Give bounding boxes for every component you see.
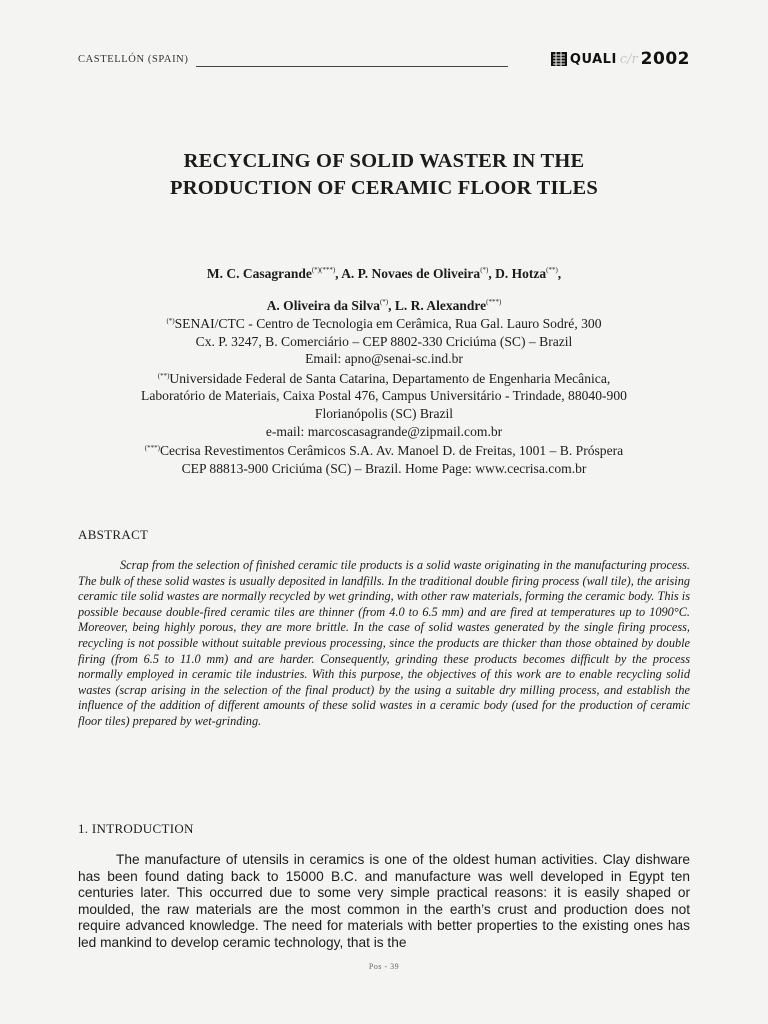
author-affiliation-mark: (*)	[480, 266, 489, 274]
running-header	[78, 50, 690, 70]
author-affiliation-mark: (**)	[546, 266, 558, 274]
affiliation-mark: (***)	[144, 444, 160, 453]
abstract-body: Scrap from the selection of finished ceramic tile products is a solid waste originating in the manufacturing process. The bulk of these solid wastes is usually deposited in landfills. In the traditional double firing process (wall tile), the arising ceramic tile solid wastes are normally recycled by wet grinding, with other raw materials, forming the ceramic body. This is possible because double-fired ceramic tiles are thinner (from 4.0 to 6.5 mm) and are fired at temperatures up to 1090°C. Moreover, being highly porous, they are more brittle. In the case of solid wastes generated by the single firing process, recycling is not possible without suitable previous processing, since the products are thicker than those obtained by double firing (from 6.5 to 11.0 mm) and are harder. Consequently, grinding these products becomes difficult by the process normally employed in ceramic tile industries. With this purpose, the objectives of this work are to enable recycling solid wastes (scrap arising in the selection of the final product) by the using a suitable dry milling process, and establish the influence of the addition of different amounts of these solid wastes in a ceramic body (used for the production of ceramic floor tiles) prepared by wet-grinding.	[78, 558, 690, 728]
logo-mark-icon	[551, 52, 567, 66]
introduction-heading: 1. INTRODUCTION	[78, 821, 194, 836]
author-name: D. Hotza	[495, 266, 547, 281]
abstract-heading: ABSTRACT	[78, 527, 149, 542]
author-name: A. Oliveira da Silva	[266, 298, 380, 313]
affiliation-line: CEP 88813-900 Criciúma (SC) – Brazil. Home Page: www.cecrisa.com.br	[181, 460, 587, 476]
affiliation-line: (***)Cecrisa Revestimentos Cerâmicos S.A. Av. Manoel D. de Freitas, 1001 – B. Próspera	[144, 443, 624, 459]
affiliation-line: Florianópolis (SC) Brazil	[314, 405, 454, 421]
logo-word: QUALI	[569, 51, 617, 67]
author-list	[78, 256, 690, 320]
author-name: L. R. Alexandre	[394, 298, 487, 313]
affiliation-line: Laboratório de Materiais, Caixa Postal 476, Campus Universitário - Trindade, 88040-900	[141, 388, 627, 404]
affiliation-line: (*)SENAI/CTC - Centro de Tecnologia em Cerâmica, Rua Gal. Lauro Sodré, 300	[166, 316, 602, 331]
author-affiliation-mark: (*)	[379, 298, 389, 306]
affiliation-line: Cx. P. 3247, B. Comerciário – CEP 8802-330 Criciúma (SC) – Brazil	[195, 333, 573, 349]
header-rule	[196, 66, 508, 67]
header-location: CASTELLÓN (SPAIN)	[78, 54, 189, 65]
affiliation-email: e-mail: marcoscasagrande@zipmail.com.br	[265, 423, 503, 439]
paper-title	[78, 148, 690, 202]
author-name: A. P. Novaes de Oliveira	[341, 266, 481, 281]
author-line-1: M. C. Casagrande(*)(***), A. P. Novaes de Oliveira(*), D. Hotza(**),	[206, 266, 562, 281]
title-line-2: PRODUCTION OF CERAMIC FLOOR TILES	[169, 177, 599, 199]
page-number: Pos - 39	[368, 962, 400, 971]
author-affiliation-mark: (*)(***)	[311, 266, 336, 274]
qualicer-logo	[551, 50, 690, 68]
logo-year: 2002	[640, 49, 690, 69]
introduction-body: The manufacture of utensils in ceramics is one of the oldest human activities. Clay dishware has been found dating back to 15000 B.C. and manufacture was well developed in Egypt ten centuries later. This occurred due to some very simple practical reasons: it is easily shaped or moulded, the raw materials are the most common in the earth’s crust and production does not require advanced knowledge. The need for materials with better properties to the existing ones has led mankind to develop ceramic technology, that is the	[78, 852, 690, 950]
logo-script: c/r	[619, 51, 638, 67]
affiliation-mark: (*)	[166, 317, 175, 325]
author-line-2: A. Oliveira da Silva(*), L. R. Alexandre(***)	[266, 298, 502, 313]
author-name: M. C. Casagrande	[206, 266, 312, 281]
affiliation-block	[60, 313, 708, 477]
affiliation-line: (**)Universidade Federal de Santa Catarina, Departamento de Engenharia Mecânica,	[157, 370, 611, 386]
author-affiliation-mark: (***)	[486, 298, 502, 306]
affiliation-email: Email: apno@senai-sc.ind.br	[305, 351, 463, 367]
title-line-1: RECYCLING OF SOLID WASTER IN THE	[183, 150, 585, 172]
affiliation-mark: (**)	[157, 371, 170, 380]
